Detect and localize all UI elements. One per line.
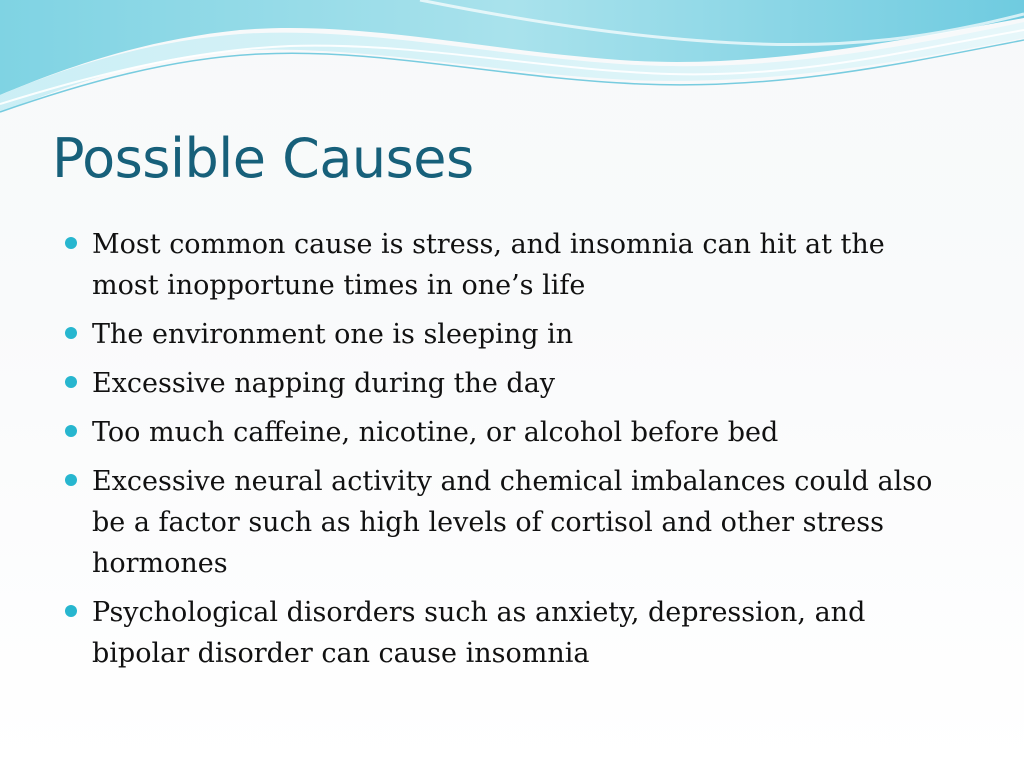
- bullet-item: [62, 363, 942, 404]
- bullet-dot-icon: [65, 605, 77, 617]
- bullet-dot-icon: [65, 425, 77, 437]
- bullet-text: Most common cause is stress, and insomnia can hit at the most inopportune times in one’s life: [92, 229, 885, 301]
- bullet-text: Excessive neural activity and chemical imbalances could also be a factor such as high levels of cortisol and other stress hormones: [92, 466, 933, 579]
- bullet-text: Excessive napping during the day: [92, 368, 556, 399]
- bullet-text: Psychological disorders such as anxiety, depression, and bipolar disorder can cause insomnia: [92, 597, 866, 669]
- bullet-dot-icon: [65, 327, 77, 339]
- bullet-item: [62, 412, 942, 453]
- bullet-item: [62, 461, 942, 584]
- bullet-item: [62, 224, 942, 306]
- bullet-dot-icon: [65, 474, 77, 486]
- bullet-dot-icon: [65, 237, 77, 249]
- bullet-item: [62, 314, 942, 355]
- wave-banner-decoration: [0, 0, 1024, 130]
- bullet-text: The environment one is sleeping in: [92, 319, 574, 350]
- bullet-dot-icon: [65, 376, 77, 388]
- bullet-text: Too much caffeine, nicotine, or alcohol before bed: [92, 417, 779, 448]
- bullet-list: [62, 224, 942, 682]
- slide-title: Possible Causes: [52, 127, 474, 190]
- bullet-item: [62, 592, 942, 674]
